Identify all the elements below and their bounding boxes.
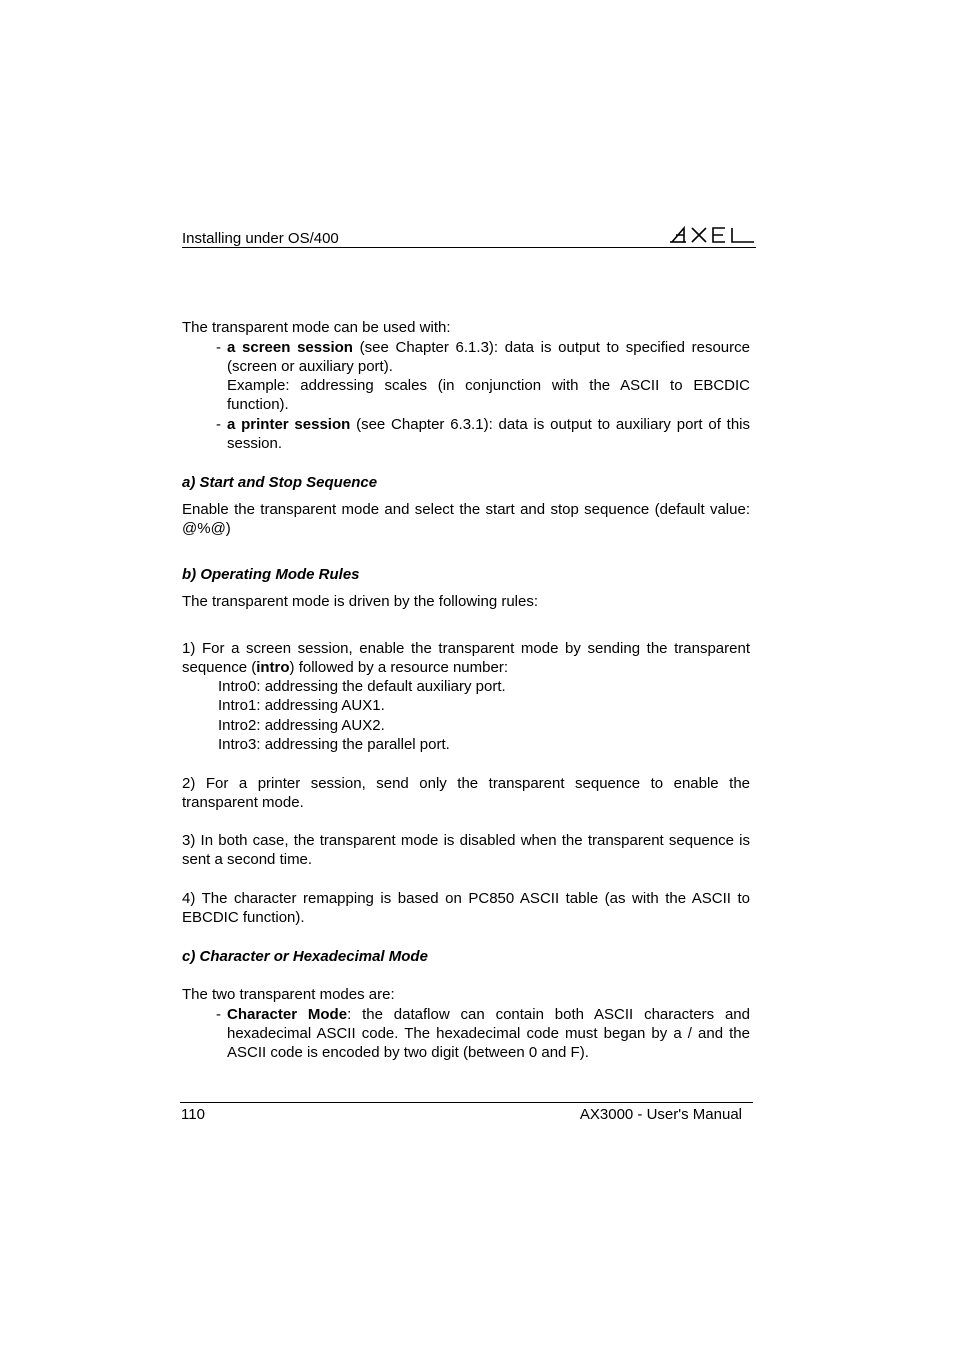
rule-3: 3) In both case, the transparent mode is disabled when the transparent sequence is sent a second time. — [182, 832, 750, 868]
printer-session-item — [227, 415, 750, 453]
intro-item: Intro2: addressing AUX2. — [218, 717, 385, 734]
manual-name: AX3000 - User's Manual — [579, 1106, 742, 1123]
printer-session-label: a printer session — [227, 416, 351, 433]
rule-1-keyword: intro — [256, 659, 290, 676]
rule-1 — [182, 639, 750, 677]
intro-text: The transparent mode can be used with: — [182, 319, 451, 336]
section-a-heading: a) Start and Stop Sequence — [182, 474, 378, 491]
header-title: Installing under OS/400 — [182, 230, 339, 247]
screen-session-example: Example: addressing scales (in conjunction with the ASCII to EBCDIC function). — [227, 377, 750, 413]
character-mode-text: : the dataflow can contain both ASCII characters and hexadecimal ASCII code. The hexadecimal code must began by a / and the ASCII code is encoded by two digit (between 0 and F). — [227, 1006, 750, 1061]
rule-1-text: 1) For a screen session, enable the transparent mode by sending the transparent sequence ( — [182, 640, 750, 676]
section-a-text: Enable the transparent mode and select the start and stop sequence (default value: @%@) — [182, 501, 750, 537]
rule-4: 4) The character remapping is based on PC850 ASCII table (as with the ASCII to EBCDIC function). — [182, 890, 750, 926]
bullet-dash: - — [216, 1006, 221, 1023]
rule-1-text-end: ) followed by a resource number: — [289, 659, 508, 676]
screen-session-label: a screen session — [227, 339, 353, 356]
section-b-heading: b) Operating Mode Rules — [182, 566, 360, 583]
character-mode-item — [227, 1005, 750, 1062]
intro-item: Intro3: addressing the parallel port. — [218, 736, 450, 753]
page-number: 110 — [181, 1106, 205, 1123]
printer-session-text: (see Chapter 6.3.1): data is output to auxiliary port of this session. — [227, 416, 751, 452]
section-c-heading: c) Character or Hexadecimal Mode — [182, 948, 428, 965]
axel-logo-mark — [670, 225, 756, 245]
screen-session-item — [227, 338, 750, 376]
bullet-dash: - — [216, 339, 221, 356]
axel-logo — [670, 225, 756, 249]
page-header — [182, 228, 756, 248]
section-b-intro: The transparent mode is driven by the following rules: — [182, 593, 539, 610]
section-c-intro: The two transparent modes are: — [182, 986, 395, 1003]
intro-item: Intro0: addressing the default auxiliary port. — [218, 678, 506, 695]
intro-item: Intro1: addressing AUX1. — [218, 697, 385, 714]
character-mode-label: Character Mode — [227, 1006, 348, 1023]
bullet-dash: - — [216, 416, 221, 433]
page-footer — [180, 1102, 753, 1123]
screen-session-text: (see Chapter 6.1.3): data is output to specified resource (screen or auxiliary port). — [227, 339, 750, 375]
rule-2: 2) For a printer session, send only the transparent sequence to enable the transparent mode. — [182, 775, 750, 811]
